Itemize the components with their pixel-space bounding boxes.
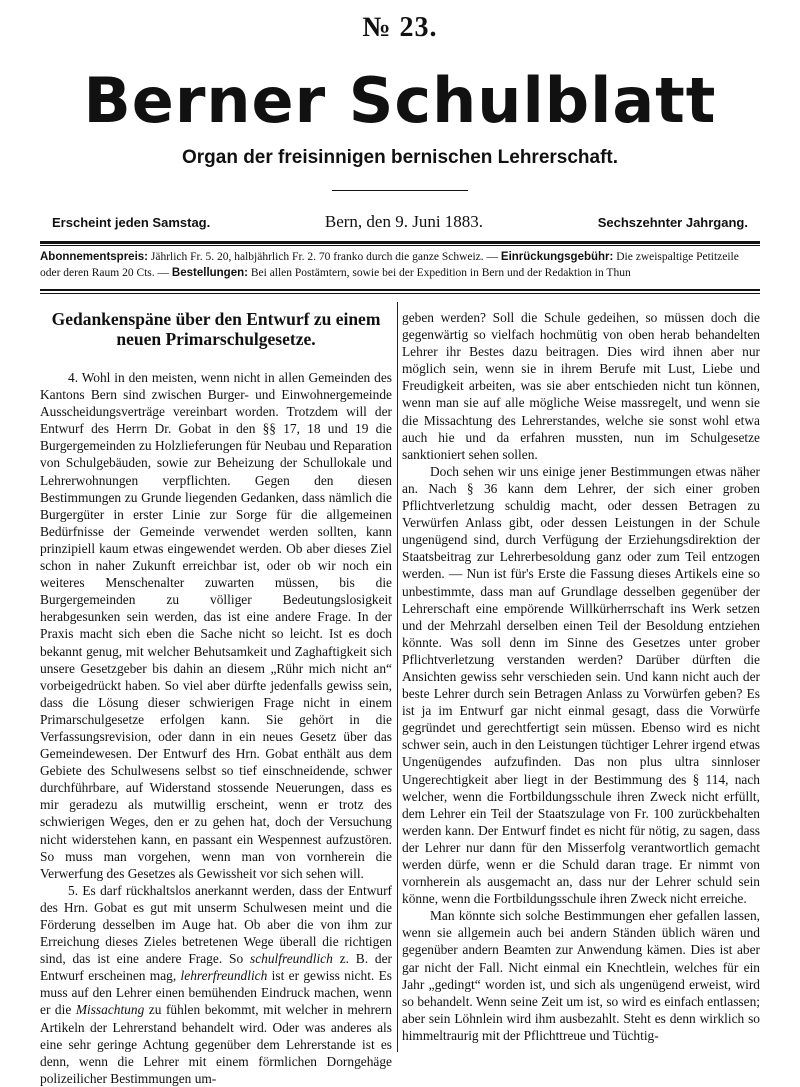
article-title-line2: neuen Primarschulgesetze. bbox=[116, 329, 316, 349]
organ-subtitle: Organ der freisinnigen bernischen Lehrerschaft. bbox=[181, 147, 619, 168]
order-text: Bei allen Postämtern, sowie bei der Expedition in Bern und der Redaktion in Thun bbox=[247, 267, 631, 279]
header-double-rule-bottom bbox=[40, 245, 760, 246]
emphasis-missachtung: Missachtung bbox=[75, 1002, 145, 1018]
body-top-rule-thin bbox=[40, 293, 760, 294]
dateline bbox=[52, 212, 748, 234]
masthead-title: Berner Schulblatt bbox=[83, 64, 717, 137]
schedule-text: Erscheint jeden Samstag. bbox=[52, 215, 211, 230]
paragraph-5-part-c: ist er gewiss nicht. Es muss auf den Lehrer einen bemühenden Eindruck machen, wenn er die bbox=[40, 968, 392, 1018]
paragraph-5-part-a: 5. Es darf rückhaltslos anerkannt werden, dass der Entwurf des Hrn. Gobat es gut mit unserm Schulwesen meint und die Förderung desselben im Auge hat. Ob aber die von ihm zur Erreichung dieses Zieles betretenen Wege überall die richtigen sind, das ist eine andere Frage. So bbox=[40, 882, 392, 967]
paragraph-5 bbox=[40, 882, 392, 1087]
volume-text: Sechszehnter Jahrgang. bbox=[597, 215, 748, 230]
right-column bbox=[402, 309, 760, 1044]
emphasis-lehrerfreundlich: lehrerfreundlich bbox=[180, 968, 268, 984]
paragraph-4: 4. Wohl in den meisten, wenn nicht in allen Gemeinden des Kantons Bern sind zwischen Burger- und Einwohnergemeinde Ausscheidungsverträge vereinbart worden. Trotzdem will der Entwurf des Herrn Dr. Gobat in den §§ 17, 18 und 19 die Burgergemeinden zu Holzlieferungen für Neubau und Reparation von Schulgebäuden, sowie zur Beheizung der Schullokale und Lehrerwohnungen verpflichten. Gegen den diesen Bestimmungen zu Grunde liegenden Gedanken, dass nämlich die Burgergüter in erster Linie zur Sorge für die allgemeinen Bedürfnisse der Gemeinde verwendet werden sollten, kann prinzipiell kaum etwas eingewendet werden. Ob aber dieses Ziel schon in naher Zukunft erreichbar ist, oder ob wir noch ein weiteres Menschenalter zuwarten müssen, bis die Burgergemeinden zu völliger Bedeutungslosigkeit herabgesunken sein werden, das ist eine andere Frage. In der Praxis macht sich eben die Sache nicht so leicht. Ist es doch bekannt genug, mit welcher Behutsamkeit und Zaghaftigkeit sich unsere Gesetzgeber bis dahin an diesem „Rühr mich nicht an“ vorbeigedrückt haben. So viel aber dürfte jedenfalls gewiss sein, dass die Lösung dieser schwierigen Frage nicht in einem Primarschulgesetze erfolgen kann. Sie gehört in die Verfassungsrevision, oder dann in ein neues Gesetz über das Gemeindewesen. Der Entwurf des Hrn. Gobat enthält aus dem Gebiete des Schulwesens selbst so tief einschneidende, schwer durchführbare, auf Widerstand stossende Neuerungen, dass es mir geradezu als mutwillig erscheint, wenn er trotz des schwierigen Weges, den er zu gehen hat, doch der Versuchung nicht widerstehen kann, en passant ein Wespennest aufzustören. So muss man vorgehen, wenn man von vornherein die Verwerfung des Gesetzes als Gewissheit vor sich sehen will. bbox=[40, 370, 392, 881]
article-title bbox=[40, 309, 392, 349]
fee-text: Die zweispaltige Petitzeile oder deren Raum 20 Cts. — bbox=[40, 251, 739, 279]
date-text: Bern, den 9. Juni 1883. bbox=[324, 212, 484, 231]
price-label: Abonnementspreis: bbox=[40, 251, 148, 263]
short-rule bbox=[332, 190, 468, 191]
right-paragraph-1: geben werden? Soll die Schule gedeihen, so müssen doch die gegenwärtig so vielfach hochmütig von oben herab behandelten Lehrer ihr Bestes dazu beitragen. Dies wird ihnen aber nur möglich sein, wenn sie in ihrem Berufe mit Lust, Liebe und Freudigkeit arbeiten, was sie aber entschieden nicht tun können, wenn man sie auf alle mögliche Weise massregelt, und wenn sie die Missachtung des Lehrerstandes, welche sie sonst wohl etwa auch hie und da erfahren mussten, nun im Schulgesetze sanktioniert sehen sollen. bbox=[402, 310, 760, 462]
body-top-rule bbox=[40, 289, 760, 291]
column-divider bbox=[397, 302, 398, 1052]
order-label: Bestellungen: bbox=[171, 267, 248, 279]
subscription-info bbox=[40, 249, 760, 281]
fee-label: Einrückungsgebühr: bbox=[500, 251, 614, 263]
issue-number: № 23. bbox=[362, 12, 438, 43]
paragraph-5-part-d: zu fühlen bekommt, mit welcher in mehrern Artikeln der Lehrerstand behandelt wird. Oder was anderes als eine sehr geringe Achtung gegenüber dem Lehrerstande ist es denn, wenn die Lehrer mit einem förmlichen Dorngehäge polizeilicher Bestimmungen um- bbox=[40, 1002, 392, 1086]
emphasis-schulfreundlich: schulfreundlich bbox=[250, 951, 333, 967]
price-text: Jährlich Fr. 5. 20, halbjährlich Fr. 2. 70 franko durch die ganze Schweiz. — bbox=[148, 251, 501, 263]
right-paragraph-2: Doch sehen wir uns einige jener Bestimmungen etwas näher an. Nach § 36 kann dem Lehrer, der sich einer groben Pflichtverletzung schuldig macht, oder dessen Betragen zu Verwürfen Anlass gibt, oder dessen Leistungen in der Schule ungenügend sind, durch Verfügung der Erziehungsdirektion der Staatsbeitrag zur Lehrerbesoldung ganz oder zum Teil entzogen werden. — Nun ist für's Erste die Fassung dieses Artikels eine so unbestimmte, dass man auf Grundlage desselben gegenüber der Lehrerschaft eine empörende Willkürherrschaft ins Werk setzen und der Mehrzahl derselben einen Teil der Besoldung entziehen könnte. Was soll denn im Sinne des Gesetzes unter grober Pflichtverletzung verstanden werden? Darüber dürften die Ansichten gewiss sehr verschieden sein. Und kann nicht auch der beste Lehrer durch sein Betragen Anlass zu Vorwürfen geben? Es ist ja im Entwurf gar nicht einmal gesagt, dass die Vorwürfe gegründet und gerechtfertigt sein müssen. Ebenso wird es nicht schwer sein, auch in den Leistungen tüchtiger Lehrer irgend etwas Ungenügendes aufzufinden. Das non plus ultra sinnloser Ungerechtigkeit aber liegt in der Bestimmung des § 114, nach welcher, wenn die Fortbildungsschule ihren Zweck nicht erfüllt, dem Lehrer ein Teil der Staatszulage von Fr. 100 zurückbehalten werden kann. Der Entwurf findet es nicht für nötig, zu sagen, dass der Lehrer nur dann für den Misserfolg verantwortlich gemacht werden dürfe, wenn er die Schuld daran trage. Er nimmt von vornherein als ausgemacht an, dass nur der Lehrer schuld sein könne, wenn die Fortbildungsschule ihren Zweck nicht erreiche. bbox=[402, 463, 760, 907]
left-column bbox=[40, 309, 392, 1087]
header-double-rule-top bbox=[40, 241, 760, 244]
article-title-line1: Gedankenspäne über den Entwurf zu einem bbox=[51, 309, 381, 329]
paragraph-5-part-b: z. B. der Entwurf erscheinen mag, bbox=[40, 951, 392, 984]
right-paragraph-3: Man könnte sich solche Bestimmungen eher gefallen lassen, wenn sie allgemein auch bei andern Ständen üblich wären und gegenüber andern Beamten zur Anwendung kämen. Dies ist aber gar nicht der Fall. Nicht einmal ein Knechtlein, welches für ein Jahr „gedingt“ worden ist, und sich als ungenügend erweist, wird so behandelt. Wenn seine Zeit um ist, so wird es einfach entlassen; aber sein Löhnlein wird ihm ausbezahlt. Steht es denn wirklich so himmeltraurig mit der Pflichttreue und Tüchtig- bbox=[402, 908, 760, 1043]
